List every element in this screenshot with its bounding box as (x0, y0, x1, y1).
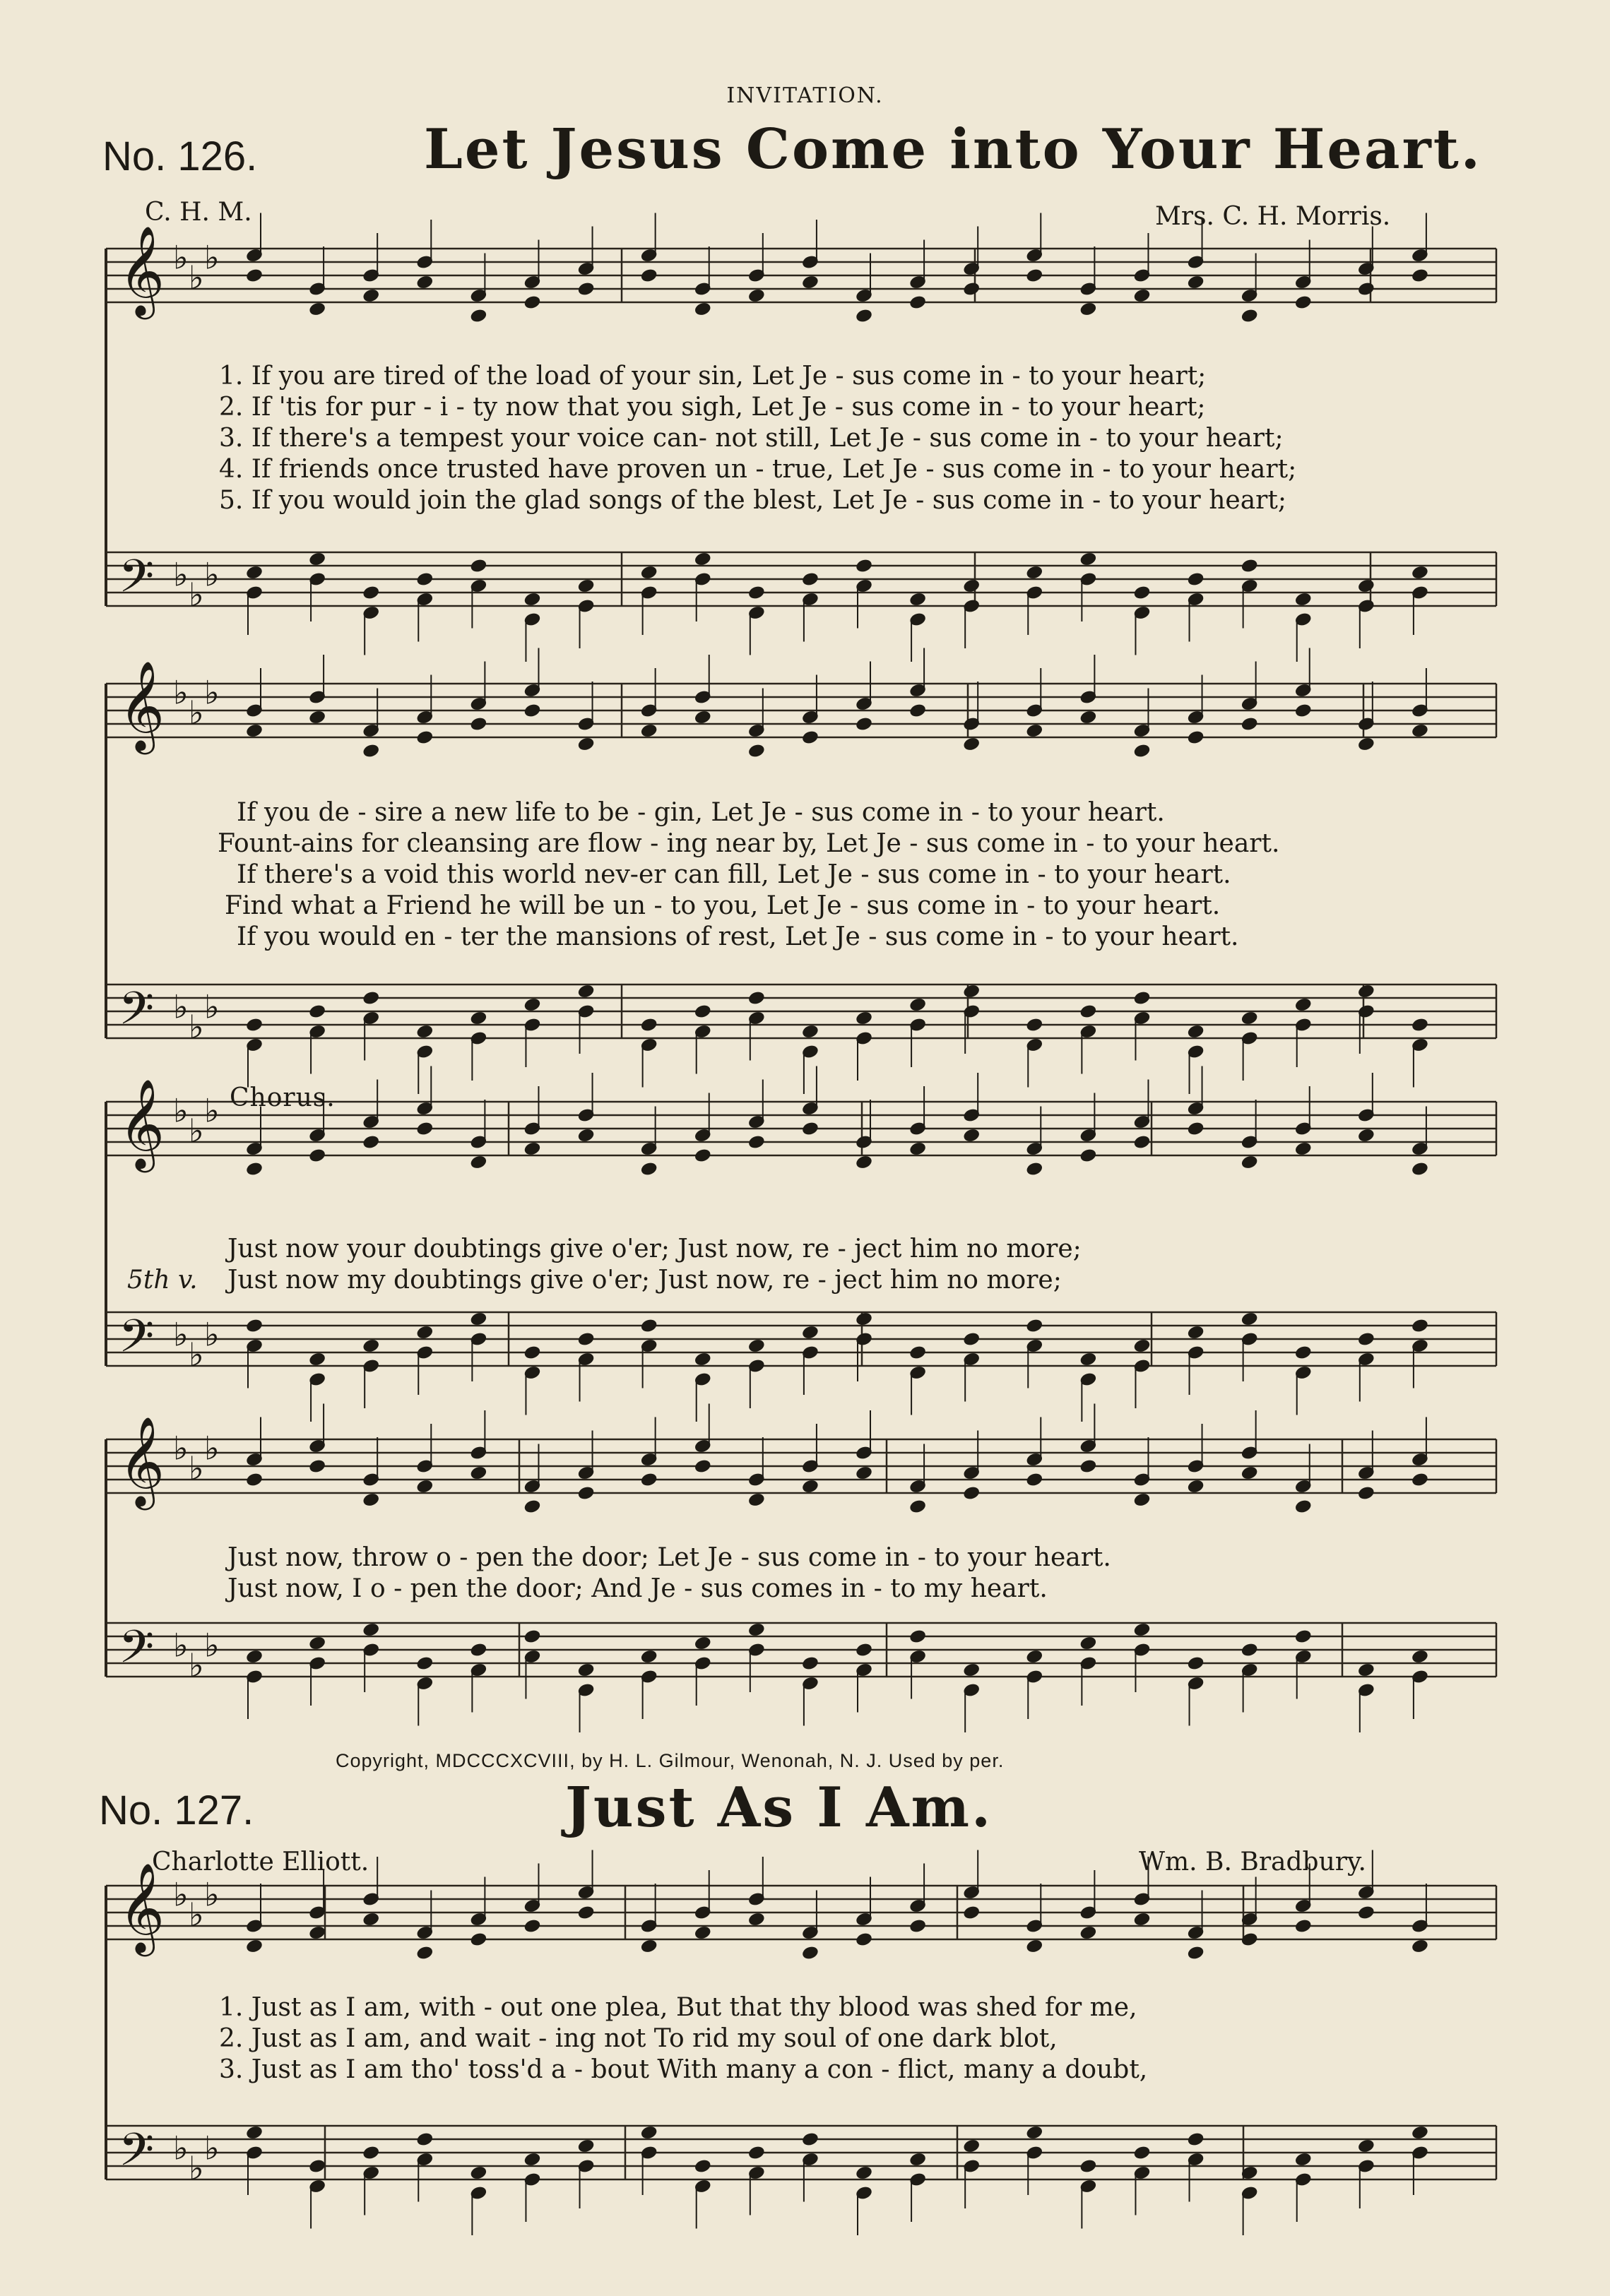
lyric-line: If you would en - ter the mansions of rest, Let Je - sus come in - to your heart. (237, 922, 1239, 951)
note-head (578, 1663, 595, 1677)
note-head (748, 1493, 765, 1507)
note-head (856, 1312, 872, 1326)
note-head (309, 1459, 326, 1473)
note-head (802, 1122, 819, 1136)
note-head (963, 2139, 980, 2153)
note-head (856, 559, 872, 573)
flat-icon: ♭ (173, 1626, 189, 1665)
note-head (1080, 552, 1097, 566)
note-head (1026, 566, 1043, 580)
note-head (963, 1663, 980, 1677)
note-head (470, 2166, 487, 2180)
note-head (1241, 559, 1258, 573)
note-head (856, 717, 872, 731)
note-head (362, 1493, 379, 1507)
note-head (641, 566, 658, 580)
note-head (1295, 593, 1312, 607)
chorus-line: Just now, I o - pen the door; And Je - sus comes in - to my heart. (227, 1574, 1048, 1603)
note-head (1188, 2132, 1204, 2146)
note-head (802, 1946, 819, 1960)
note-head (1295, 295, 1312, 309)
note-head (246, 724, 263, 738)
note-head (909, 998, 926, 1012)
flat-icon: ♭ (173, 555, 189, 594)
note-head (856, 1155, 872, 1170)
note-head (641, 1650, 658, 1664)
note-head (1358, 985, 1375, 999)
note-head (524, 1499, 541, 1513)
note-head (1358, 737, 1375, 751)
note-head (1358, 579, 1375, 593)
note-head (1080, 302, 1097, 316)
note-head (1134, 1135, 1151, 1149)
lyric-line: 2. Just as I am, and wait - ing not To rid my soul of one dark blot, (219, 2024, 1058, 2053)
note-head (1295, 2153, 1312, 2167)
note-head (416, 1656, 433, 1670)
note-head (641, 268, 658, 282)
note-head (470, 717, 487, 731)
note-head (362, 1623, 379, 1637)
flat-icon: ♭ (173, 1315, 189, 1354)
lyric-line: 3. Just as I am tho' toss'd a - bout With many a con - flict, many a doubt, (219, 2055, 1148, 2084)
note-head (748, 1623, 765, 1637)
note-head (1134, 289, 1151, 303)
note-head (309, 2159, 326, 2173)
note-head (641, 1319, 658, 1333)
note-head (802, 730, 819, 744)
note-head (1241, 1643, 1258, 1657)
note-head (802, 275, 819, 290)
note-head (963, 1486, 980, 1500)
note-head (362, 585, 379, 600)
lyric-line: Find what a Friend he will be un - to you, Let Je - sus come in - to your heart. (225, 891, 1221, 920)
note-head (1358, 1486, 1375, 1500)
flat-icon: ♭ (204, 1626, 220, 1665)
note-head (524, 703, 541, 718)
note-head (1188, 1946, 1204, 1960)
note-head (963, 985, 980, 999)
treble-clef-icon: 𝄞 (119, 660, 165, 751)
note-head (963, 737, 980, 751)
note-head (470, 1643, 487, 1657)
note-head (748, 1913, 765, 1927)
hymn-126-title: Let Jesus Come into Your Heart. (424, 117, 1482, 182)
lyric-line: 1. Just as I am, with - out one plea, But that thy blood was shed for me, (219, 1993, 1137, 2022)
note-head (578, 579, 595, 593)
flat-icon: ♭ (189, 576, 204, 614)
note-head (856, 1643, 872, 1657)
flat-icon: ♭ (173, 1429, 189, 1468)
note-head (1295, 703, 1312, 718)
flat-icon: ♭ (204, 238, 220, 277)
note-head (1026, 1018, 1043, 1032)
treble-clef-icon: 𝄞 (119, 225, 165, 316)
note-head (1241, 1155, 1258, 1170)
hymn-127-words-credit: Charlotte Elliott. (152, 1848, 369, 1876)
flat-icon: ♭ (189, 1449, 204, 1487)
note-head (246, 1018, 263, 1032)
note-head (524, 1345, 541, 1360)
note-head (748, 2146, 765, 2160)
note-head (856, 1932, 872, 1946)
note-head (856, 309, 872, 323)
note-head (1188, 1656, 1204, 1670)
note-head (1188, 572, 1204, 586)
note-head (578, 1486, 595, 1500)
note-head (309, 1926, 326, 1940)
note-head (309, 710, 326, 725)
note-head (1411, 268, 1428, 282)
note-head (641, 1162, 658, 1176)
note-head (748, 991, 765, 1005)
note-head (1411, 1018, 1428, 1032)
note-head (1411, 2126, 1428, 2140)
note-head (1134, 1493, 1151, 1507)
section-label: INVITATION. (726, 83, 884, 108)
note-head (694, 1004, 711, 1018)
note-head (1188, 1122, 1204, 1136)
bass-clef-icon: 𝄢 (119, 2124, 155, 2188)
note-head (1080, 1636, 1097, 1650)
note-head (1188, 275, 1204, 290)
note-head (694, 1459, 711, 1473)
note-head (1241, 1466, 1258, 1480)
note-head (578, 1129, 595, 1143)
flat-icon: ♭ (189, 258, 204, 297)
note-head (470, 559, 487, 573)
note-head (246, 1162, 263, 1176)
flat-icon: ♭ (173, 2129, 189, 2167)
note-head (1188, 1326, 1204, 1340)
flat-icon: ♭ (189, 1008, 204, 1046)
note-head (416, 2132, 433, 2146)
note-head (909, 295, 926, 309)
note-head (1134, 585, 1151, 600)
flat-icon: ♭ (204, 555, 220, 594)
note-head (748, 1339, 765, 1353)
lyric-line: Fount-ains for cleansing are flow - ing near by, Let Je - sus come in - to your heart. (218, 829, 1280, 858)
note-head (1358, 1129, 1375, 1143)
note-head (909, 703, 926, 718)
note-head (416, 1025, 433, 1039)
note-head (309, 302, 326, 316)
note-head (1188, 1025, 1204, 1039)
note-head (1295, 1629, 1312, 1643)
note-head (470, 1155, 487, 1170)
note-head (909, 2153, 926, 2167)
note-head (1134, 1339, 1151, 1353)
lyric-line: 5. If you would join the glad songs of the blest, Let Je - sus come in - to your heart; (219, 486, 1286, 515)
note-head (1080, 1926, 1097, 1940)
flat-icon: ♭ (204, 2129, 220, 2167)
chorus-line: Just now my doubtings give o'er; Just now, re - ject him no more; (227, 1266, 1062, 1295)
bass-clef-icon: 𝄢 (119, 1621, 155, 1685)
note-head (416, 1326, 433, 1340)
note-head (641, 724, 658, 738)
note-head (1358, 1663, 1375, 1677)
note-head (909, 1919, 926, 1933)
note-head (1295, 1919, 1312, 1933)
chorus-line: Just now, throw o - pen the door; Let Je - sus come in - to your heart. (227, 1543, 1111, 1572)
note-head (309, 1004, 326, 1018)
note-head (246, 1473, 263, 1487)
note-head (909, 1345, 926, 1360)
note-head (1026, 1319, 1043, 1333)
bass-clef-icon: 𝄢 (119, 982, 155, 1047)
note-head (856, 1011, 872, 1025)
note-head (470, 309, 487, 323)
note-head (1241, 717, 1258, 731)
note-head (362, 289, 379, 303)
note-head (524, 998, 541, 1012)
note-head (524, 1629, 541, 1643)
note-head (856, 1466, 872, 1480)
flat-icon: ♭ (173, 1875, 189, 1914)
note-head (416, 275, 433, 290)
note-head (748, 744, 765, 758)
note-head (362, 1913, 379, 1927)
note-head (578, 985, 595, 999)
note-head (309, 1636, 326, 1650)
flat-icon: ♭ (173, 673, 189, 712)
note-head (694, 2159, 711, 2173)
flat-icon: ♭ (204, 1429, 220, 1468)
note-head (524, 1142, 541, 1156)
note-head (748, 1135, 765, 1149)
note-head (909, 1142, 926, 1156)
note-head (802, 1480, 819, 1494)
note-head (802, 1025, 819, 1039)
note-head (1295, 1142, 1312, 1156)
flat-icon: ♭ (189, 1646, 204, 1684)
note-head (416, 1122, 433, 1136)
chorus-label: Chorus. (230, 1083, 336, 1112)
note-head (963, 1332, 980, 1346)
note-head (1188, 1480, 1204, 1494)
note-head (856, 2166, 872, 2180)
note-head (416, 1946, 433, 1960)
note-head (1241, 309, 1258, 323)
note-head (246, 566, 263, 580)
treble-clef-icon: 𝄞 (119, 1862, 165, 1953)
note-head (416, 572, 433, 586)
note-head (909, 1629, 926, 1643)
note-head (362, 1135, 379, 1149)
flat-icon: ♭ (189, 1336, 204, 1374)
note-head (1080, 1004, 1097, 1018)
note-head (1358, 1332, 1375, 1346)
hymn-127-title: Just As I Am. (565, 1775, 993, 1840)
note-head (1026, 2126, 1043, 2140)
note-head (694, 1636, 711, 1650)
note-head (1026, 1473, 1043, 1487)
note-head (802, 2132, 819, 2146)
note-head (909, 593, 926, 607)
note-head (309, 1148, 326, 1162)
flat-icon: ♭ (204, 1875, 220, 1914)
note-head (1134, 2146, 1151, 2160)
note-head (1026, 268, 1043, 282)
lyric-line: If you de - sire a new life to be - gin, Let Je - sus come in - to your heart. (237, 798, 1165, 827)
note-head (802, 572, 819, 586)
note-head (246, 268, 263, 282)
flat-icon: ♭ (204, 1091, 220, 1130)
note-head (578, 737, 595, 751)
note-head (470, 1312, 487, 1326)
flat-icon: ♭ (204, 1315, 220, 1354)
hymn-126-words-credit: C. H. M. (145, 198, 252, 227)
note-head (1026, 724, 1043, 738)
hymn-127-music-credit: Wm. B. Bradbury. (1139, 1848, 1366, 1876)
note-head (578, 1905, 595, 1920)
lyric-line: If there's a void this world nev-er can fill, Let Je - sus come in - to your heart. (237, 860, 1231, 889)
note-head (694, 302, 711, 316)
flat-icon: ♭ (189, 2149, 204, 2187)
note-head (362, 2146, 379, 2160)
note-head (1295, 1499, 1312, 1513)
note-head (416, 730, 433, 744)
note-head (1080, 2159, 1097, 2173)
note-head (1241, 1011, 1258, 1025)
note-head (246, 1650, 263, 1664)
copyright-notice: Copyright, MDCCCXCVIII, by H. L. Gilmour, Wenonah, N. J. Used by per. (336, 1750, 1005, 1771)
note-head (802, 1656, 819, 1670)
note-head (524, 1919, 541, 1933)
note-head (963, 579, 980, 593)
note-head (578, 282, 595, 296)
note-head (309, 552, 326, 566)
lyric-line: 4. If friends once trusted have proven un - true, Let Je - sus come in - to your heart; (219, 455, 1297, 484)
flat-icon: ♭ (189, 1896, 204, 1934)
note-head (1411, 1939, 1428, 1953)
note-head (1026, 1939, 1043, 1953)
note-head (802, 1326, 819, 1340)
note-head (1295, 998, 1312, 1012)
note-head (694, 710, 711, 725)
note-head (694, 552, 711, 566)
note-head (1188, 730, 1204, 744)
note-head (748, 289, 765, 303)
note-head (1134, 991, 1151, 1005)
note-head (641, 2126, 658, 2140)
note-head (246, 2126, 263, 2140)
note-head (578, 2139, 595, 2153)
note-head (1358, 282, 1375, 296)
chorus-verse-note: 5th v. (127, 1266, 198, 1295)
note-head (963, 282, 980, 296)
flat-icon: ♭ (189, 1112, 204, 1150)
bass-clef-icon: 𝄢 (119, 1310, 155, 1374)
note-head (1358, 1905, 1375, 1920)
flat-icon: ♭ (173, 987, 189, 1026)
note-head (641, 1939, 658, 1953)
flat-icon: ♭ (204, 987, 220, 1026)
note-head (1134, 1623, 1151, 1637)
flat-icon: ♭ (189, 694, 204, 732)
note-head (694, 1926, 711, 1940)
treble-clef-icon: 𝄞 (119, 1415, 165, 1506)
note-head (909, 1499, 926, 1513)
note-head (1358, 2139, 1375, 2153)
note-head (641, 1473, 658, 1487)
hymn-127-number: No. 127. (99, 1788, 254, 1833)
note-head (578, 1332, 595, 1346)
note-head (1411, 1162, 1428, 1176)
note-head (246, 1939, 263, 1953)
note-head (246, 1319, 263, 1333)
note-head (1080, 1352, 1097, 1367)
note-head (1411, 1473, 1428, 1487)
flat-icon: ♭ (173, 1091, 189, 1130)
note-head (748, 585, 765, 600)
note-head (1134, 744, 1151, 758)
note-head (1026, 1162, 1043, 1176)
hymn-126-number: No. 126. (102, 133, 258, 179)
note-head (1411, 1319, 1428, 1333)
chorus-line: Just now your doubtings give o'er; Just now, re - ject him no more; (227, 1235, 1082, 1263)
lyric-line: 2. If 'tis for pur - i - ty now that you sigh, Let Je - sus come in - to your heart; (219, 393, 1206, 422)
note-head (1080, 1148, 1097, 1162)
hymn-126-music-credit: Mrs. C. H. Morris. (1155, 202, 1391, 231)
note-head (1295, 1345, 1312, 1360)
note-head (1080, 1459, 1097, 1473)
flat-icon: ♭ (173, 238, 189, 277)
note-head (362, 744, 379, 758)
note-head (524, 295, 541, 309)
note-head (963, 1905, 980, 1920)
note-head (1411, 1650, 1428, 1664)
note-head (470, 1466, 487, 1480)
treble-clef-icon: 𝄞 (119, 1078, 165, 1169)
flat-icon: ♭ (204, 673, 220, 712)
note-head (524, 2153, 541, 2167)
note-head (1080, 710, 1097, 725)
note-head (694, 1352, 711, 1367)
note-head (1134, 1913, 1151, 1927)
note-head (362, 1339, 379, 1353)
note-head (963, 1129, 980, 1143)
note-head (416, 1480, 433, 1494)
note-head (470, 1011, 487, 1025)
note-head (1241, 1312, 1258, 1326)
lyric-line: 1. If you are tired of the load of your sin, Let Je - sus come in - to your heart; (219, 362, 1207, 391)
note-head (1411, 566, 1428, 580)
note-head (309, 1352, 326, 1367)
note-head (362, 991, 379, 1005)
note-head (694, 1148, 711, 1162)
note-head (1411, 724, 1428, 738)
note-head (524, 593, 541, 607)
note-head (641, 1018, 658, 1032)
bass-clef-icon: 𝄢 (119, 550, 155, 614)
note-head (1026, 1650, 1043, 1664)
lyric-line: 3. If there's a tempest your voice can- not still, Let Je - sus come in - to your heart; (219, 424, 1284, 453)
note-head (470, 1932, 487, 1946)
